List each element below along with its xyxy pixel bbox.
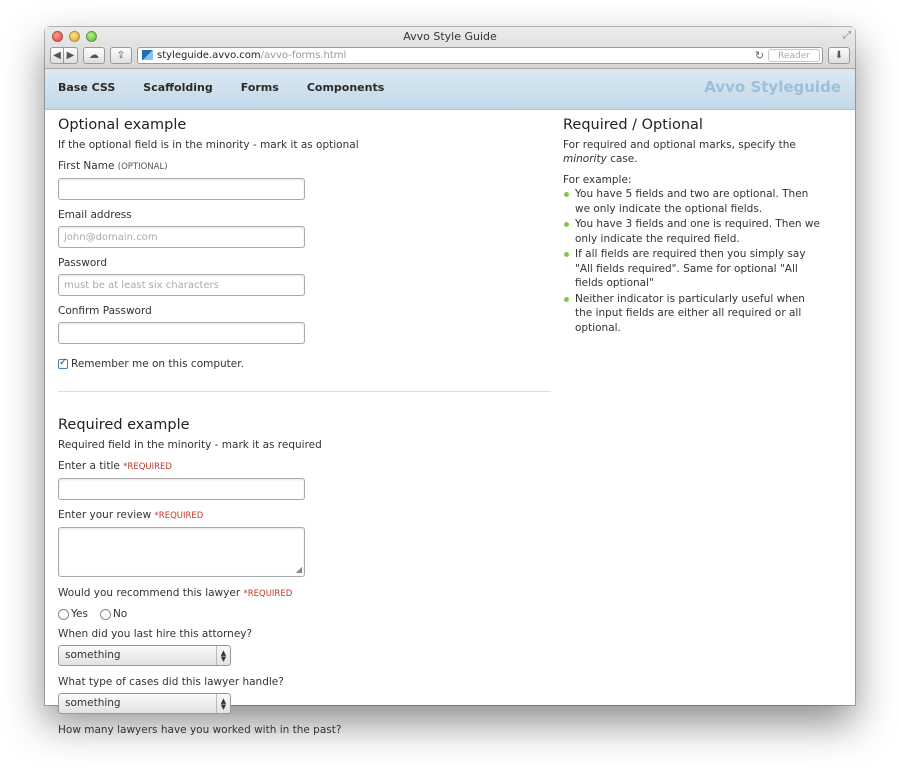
window-title: Avvo Style Guide — [403, 30, 497, 43]
icloud-tabs-button[interactable] — [83, 47, 105, 64]
list-intro: For example: — [563, 174, 632, 186]
how-many-label: How many lawyers have you worked with in the past? — [58, 724, 342, 736]
downloads-button[interactable] — [828, 47, 850, 64]
info-title: Required / Optional — [563, 117, 703, 133]
list-item: If all fields are required then you simply say "All fields required". Same for optional "All fields optional" — [563, 247, 823, 291]
optional-tag: (OPTIONAL) — [117, 162, 168, 172]
recommend-label — [58, 587, 551, 601]
forms-column — [58, 117, 551, 741]
fullscreen-icon[interactable]: ⤢ — [843, 30, 851, 41]
radio-no-option[interactable] — [100, 608, 127, 620]
info-column — [563, 117, 823, 336]
reader-button[interactable]: Reader — [768, 49, 820, 62]
select-arrows-icon: ▲ ▼ — [216, 646, 230, 665]
title-input[interactable] — [58, 478, 305, 500]
cloud-icon: ☁ — [89, 49, 99, 61]
list-item: Neither indicator is particularly useful when the input fields are either all required or all optional. — [563, 292, 823, 336]
review-textarea[interactable] — [58, 527, 305, 577]
site-navbar — [45, 69, 855, 110]
radio-yes[interactable] — [58, 609, 69, 620]
last-hire-select[interactable] — [58, 645, 231, 666]
nav-link-forms[interactable]: Forms — [240, 81, 279, 94]
radio-no[interactable] — [100, 609, 111, 620]
share-button[interactable] — [110, 47, 132, 64]
back-arrow-icon: ◀ — [53, 49, 61, 61]
list-item: You have 5 fields and two are optional. Then we only indicate the optional fields. — [563, 187, 823, 216]
brand-logo[interactable]: Avvo Styleguide — [704, 78, 841, 96]
nav-link-scaffolding[interactable]: Scaffolding — [143, 81, 213, 94]
remember-me-row — [58, 358, 551, 370]
title-label — [58, 460, 551, 474]
download-icon: ⬇ — [834, 49, 844, 61]
info-desc-before: For required and optional marks, specify the — [563, 139, 796, 151]
nav-links — [58, 81, 412, 94]
title-bar — [45, 27, 855, 69]
required-tag: *REQUIRED — [243, 589, 293, 599]
last-hire-label: When did you last hire this attorney? — [58, 628, 253, 640]
review-label — [58, 509, 551, 523]
email-input[interactable]: john@domain.com — [58, 226, 305, 248]
back-button[interactable] — [50, 47, 64, 64]
resize-grip-icon[interactable]: ◢ — [295, 565, 302, 574]
radio-yes-option[interactable] — [58, 608, 88, 620]
info-desc-emphasis: minority — [563, 153, 607, 165]
list-item: You have 3 fields and one is required. Then we only indicate the required field. — [563, 217, 823, 246]
reload-icon[interactable]: ↻ — [754, 48, 765, 62]
remember-me-checkbox[interactable] — [58, 359, 68, 369]
required-section-title: Required example — [58, 417, 190, 433]
recommend-label-text: Would you recommend this lawyer — [58, 587, 241, 599]
confirm-password-label: Confirm Password — [58, 305, 152, 317]
browser-window — [45, 27, 855, 736]
last-hire-value: something — [65, 649, 121, 661]
history-buttons — [50, 47, 78, 64]
page-content — [45, 110, 855, 736]
title-label-text: Enter a title — [58, 460, 120, 472]
case-type-label: What type of cases did this lawyer handle? — [58, 676, 284, 688]
optional-section-description: If the optional field is in the minority - mark it as optional — [58, 139, 359, 151]
nav-link-components[interactable]: Components — [306, 81, 385, 94]
case-type-select[interactable] — [58, 693, 231, 714]
forward-button[interactable] — [64, 47, 78, 64]
review-label-text: Enter your review — [58, 509, 152, 521]
required-section-description: Required field in the minority - mark it as required — [58, 439, 322, 451]
first-name-input[interactable] — [58, 178, 305, 200]
first-name-label — [58, 160, 551, 174]
info-description — [563, 138, 823, 166]
password-input[interactable]: must be at least six characters — [58, 274, 305, 296]
recommend-radio-group — [58, 608, 551, 620]
case-type-value: something — [65, 697, 121, 709]
section-divider — [58, 391, 551, 392]
example-list — [563, 187, 823, 335]
first-name-label-text: First Name — [58, 160, 115, 172]
email-label: Email address — [58, 209, 132, 221]
site-favicon-icon — [142, 50, 153, 60]
url-path: /avvo-forms.html — [260, 49, 347, 61]
required-tag: *REQUIRED — [123, 462, 172, 472]
url-host: styleguide.avvo.com — [157, 49, 261, 61]
browser-toolbar — [50, 45, 850, 65]
nav-link-base-css[interactable]: Base CSS — [58, 81, 116, 94]
info-desc-after: case. — [606, 153, 638, 165]
optional-section-title: Optional example — [58, 117, 187, 133]
remember-me-label: Remember me on this computer. — [71, 358, 244, 370]
address-bar[interactable] — [137, 47, 823, 64]
password-label: Password — [58, 257, 108, 269]
share-icon: ⇪ — [116, 49, 126, 61]
select-arrows-icon: ▲ ▼ — [216, 694, 230, 713]
required-tag: *REQUIRED — [154, 511, 204, 521]
confirm-password-input[interactable] — [58, 322, 305, 344]
radio-yes-label: Yes — [71, 608, 88, 620]
forward-arrow-icon: ▶ — [66, 49, 75, 61]
radio-no-label: No — [112, 608, 128, 620]
